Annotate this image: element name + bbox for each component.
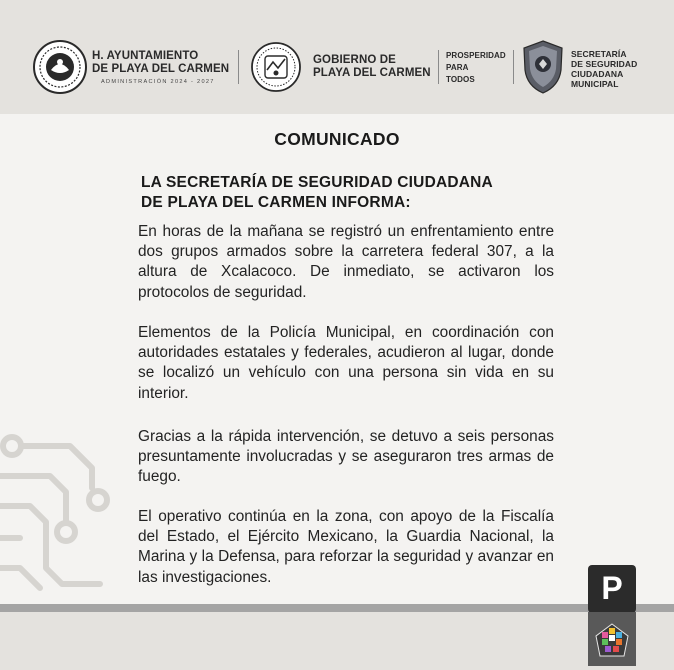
slogan-line2: PARA (446, 63, 469, 72)
police-shield-icon (522, 40, 564, 94)
subheading-line2: DE PLAYA DEL CARMEN INFORMA: (141, 194, 411, 211)
org2-name-line1: GOBIERNO DE (313, 54, 396, 66)
footer-band (0, 612, 674, 670)
org3-name-line1: SECRETARÍA (571, 49, 627, 59)
org1-name-line1: H. AYUNTAMIENTO (92, 50, 199, 62)
municipal-logo-icon (594, 622, 630, 660)
org1-name-line2: DE PLAYA DEL CARMEN (92, 63, 230, 75)
paragraph-2: Elementos de la Policía Municipal, en coordinación con autoridades estatales y federales, acudieron al lugar, donde se localizó un vehículo con una persona sin vida en su interior. (138, 324, 554, 402)
subheading-line1: LA SECRETARÍA DE SEGURIDAD CIUDADANA (141, 174, 493, 191)
header-divider (438, 50, 439, 84)
paragraph-1: En horas de la mañana se registró un enfrentamiento entre dos grupos armados sobre la carretera federal 307, a la altura de Xcalacoco. De inmediato, se activaron los protocolos de seguridad. (138, 223, 554, 301)
ayuntamiento-seal-icon (33, 40, 87, 94)
bottom-divider-bar (0, 604, 674, 612)
circuit-decoration-icon (0, 428, 110, 603)
header-divider (238, 50, 239, 84)
header-band (0, 0, 674, 114)
paragraph-4: El operativo continúa en la zona, con apoyo de la Fiscalía del Estado, el Ejército Mexicano, la Guardia Nacional, la Marina y la Defensa, para reforzar la seguridad y avanzar en las investigaciones. (138, 508, 554, 586)
org1-subtitle: ADMINISTRACIÓN 2024 - 2027 (101, 79, 215, 85)
document-title: COMUNICADO (274, 129, 400, 149)
org2-name-line2: PLAYA DEL CARMEN (313, 67, 431, 79)
slogan-line1: PROSPERIDAD (446, 51, 506, 60)
paragraph-3: Gracias a la rápida intervención, se detuvo a seis personas presuntamente involucradas y se aseguraron tres armas de fuego. (138, 428, 554, 486)
org3-name-line2: DE SEGURIDAD (571, 59, 638, 69)
p-badge-icon: P (588, 565, 636, 613)
gobierno-seal-icon (251, 40, 301, 94)
org3-name-line4: MUNICIPAL (571, 79, 619, 89)
org3-name-line3: CIUDADANA (571, 69, 624, 79)
header-divider (513, 50, 514, 84)
slogan-line3: TODOS (446, 75, 475, 84)
